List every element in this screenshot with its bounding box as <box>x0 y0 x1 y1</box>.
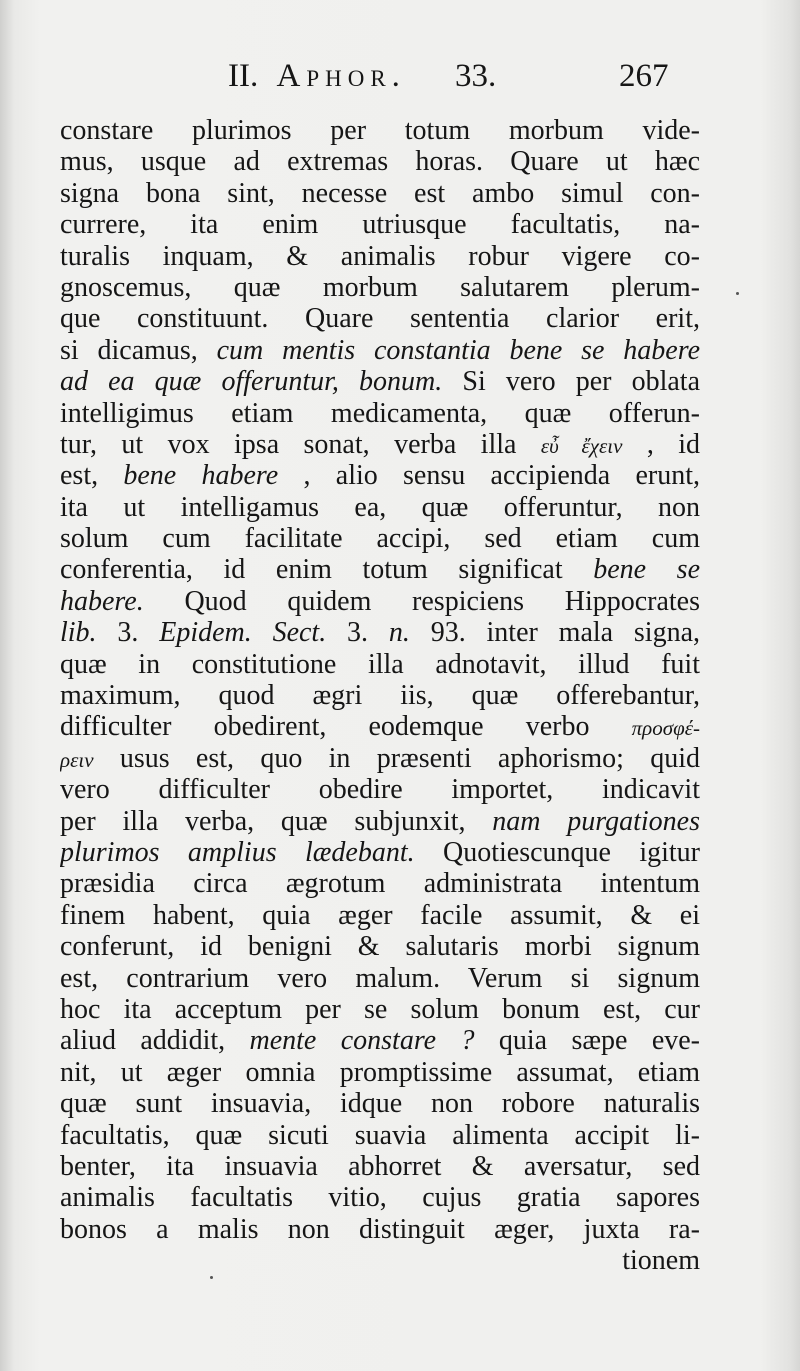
text-segment: usus est, quo in præsenti aphorismo; quid <box>119 742 700 774</box>
text-segment: , id <box>646 428 700 460</box>
text-segment: aliud addidit, <box>60 1025 250 1057</box>
text-segment: tur, ut vox ipsa sonat, verba illa <box>60 428 541 460</box>
text-line-14 <box>60 523 700 554</box>
text-line-24 <box>60 837 700 868</box>
text-line-18 <box>60 649 700 680</box>
text-line-11 <box>60 429 700 460</box>
text-line-6 <box>60 272 700 303</box>
text-segment: præsidia circa ægrotum administrata intentum <box>60 868 700 900</box>
header-aphorism-label: Aphor. <box>276 58 406 94</box>
text-segment: quia sæpe eve- <box>498 1025 700 1057</box>
text-line-25 <box>60 868 700 899</box>
citation-italic: Epidem. Sect. <box>159 617 327 649</box>
text-line-4 <box>60 209 700 240</box>
catchword-line <box>60 1245 700 1276</box>
citation-number: 3. <box>96 617 160 649</box>
text-line-7 <box>60 303 700 334</box>
text-segment: currere, ita enim utriusque facultatis, na- <box>60 209 700 241</box>
citation-italic: n. <box>388 617 410 649</box>
text-line-30 <box>60 1025 700 1056</box>
text-segment: quæ in constitutione illa adnotavit, illud fuit <box>60 648 700 680</box>
text-segment: Quotiescunque igitur <box>443 836 700 868</box>
text-segment: Quod quidem respiciens Hippocrates <box>184 585 700 617</box>
text-line-8 <box>60 335 700 366</box>
text-line-12 <box>60 460 700 491</box>
italic-quote: bene habere <box>123 460 279 492</box>
text-line-34 <box>60 1151 700 1182</box>
header-part-number: II. <box>228 58 259 94</box>
text-line-27 <box>60 931 700 962</box>
text-segment: conferentia, id enim totum significat <box>60 554 594 586</box>
text-segment: ita ut intelligamus ea, quæ offeruntur, non <box>60 491 700 523</box>
header-aphorism-number: 33. <box>455 58 497 94</box>
page-number: 267 <box>619 58 669 94</box>
italic-quote: bene se <box>593 554 700 586</box>
text-segment: turalis inquam, & animalis robur vigere co- <box>60 240 700 272</box>
citation-italic: lib. <box>60 617 97 649</box>
text-segment: hoc ita acceptum per se solum bonum est, cur <box>60 993 700 1025</box>
ink-speck <box>210 1276 213 1279</box>
ink-speck <box>736 292 739 295</box>
text-segment: facultatis, quæ sicuti suavia alimenta accipit li- <box>60 1119 700 1151</box>
text-segment: solum cum facilitate accipi, sed etiam cum <box>60 523 700 555</box>
greek-term: εὖ ἔχειν <box>540 433 623 458</box>
text-line-3 <box>60 178 700 209</box>
text-line-2 <box>60 146 700 177</box>
text-segment: 93. inter mala signa, <box>409 617 700 649</box>
text-segment: , alio sensu accipienda erunt, <box>303 460 700 492</box>
greek-term: ρειν <box>60 747 94 772</box>
citation-number: 3. <box>326 617 389 649</box>
text-line-33 <box>60 1120 700 1151</box>
text-segment: nit, ut æger omnia promptissime assumat, etiam <box>60 1056 700 1088</box>
text-segment: gnoscemus, quæ morbum salutarem plerum- <box>60 271 700 303</box>
italic-quote: cum mentis constantia bene se habere <box>216 334 700 366</box>
text-line-13 <box>60 492 700 523</box>
text-segment: difficulter obedirent, eodemque verbo <box>60 711 632 743</box>
text-line-23 <box>60 806 700 837</box>
text-line-20 <box>60 711 700 742</box>
text-line-15 <box>60 554 700 585</box>
catchword: tionem <box>622 1245 700 1277</box>
text-line-19 <box>60 680 700 711</box>
italic-quote: ad ea quæ offeruntur, bonum. <box>60 366 443 398</box>
header-title <box>228 58 406 95</box>
text-line-31 <box>60 1057 700 1088</box>
text-line-10 <box>60 398 700 429</box>
text-line-22 <box>60 774 700 805</box>
text-segment: quæ sunt insuavia, idque non robore naturalis <box>60 1088 700 1120</box>
italic-quote: habere. <box>60 585 144 617</box>
text-line-36 <box>60 1214 700 1245</box>
text-line-5 <box>60 241 700 272</box>
text-segment: per illa verba, quæ subjunxit, <box>60 805 493 837</box>
text-line-9 <box>60 366 700 397</box>
text-line-28 <box>60 963 700 994</box>
text-segment: animalis facultatis vitio, cujus gratia sapores <box>60 1182 700 1214</box>
text-line-32 <box>60 1088 700 1119</box>
text-line-1 <box>60 115 700 146</box>
running-header <box>0 58 800 102</box>
text-line-17 <box>60 617 700 648</box>
text-segment: finem habent, quia æger facile assumit, & ei <box>60 899 700 931</box>
text-segment: est, contrarium vero malum. Verum si signum <box>60 962 700 994</box>
text-segment: maximum, quod ægri iis, quæ offerebantur, <box>60 680 700 712</box>
text-line-16 <box>60 586 700 617</box>
text-line-29 <box>60 994 700 1025</box>
text-segment: Si vero per oblata <box>462 366 700 398</box>
text-segment: benter, ita insuavia abhorret & aversatur, sed <box>60 1150 700 1182</box>
body-text <box>60 115 700 1276</box>
text-segment: que constituunt. Quare sententia clarior erit, <box>60 303 700 335</box>
text-segment: mus, usque ad extremas horas. Quare ut hæc <box>60 146 700 178</box>
text-segment: signa bona sint, necesse est ambo simul con- <box>60 177 700 209</box>
text-segment: est, <box>60 460 124 492</box>
text-segment: intelligimus etiam medicamenta, quæ offerun- <box>60 397 700 429</box>
italic-quote: plurimos amplius lædebant. <box>60 836 415 868</box>
greek-term: προσφέ- <box>631 716 700 741</box>
text-line-26 <box>60 900 700 931</box>
text-line-35 <box>60 1182 700 1213</box>
text-segment: constare plurimos per totum morbum vide- <box>60 115 700 146</box>
text-line-21 <box>60 743 700 774</box>
text-segment: conferunt, id benigni & salutaris morbi signum <box>60 931 700 963</box>
italic-quote: mente constare ? <box>249 1025 475 1057</box>
text-segment: si dicamus, <box>60 334 217 366</box>
text-segment: bonos a malis non distinguit æger, juxta ra- <box>60 1213 700 1245</box>
italic-quote: nam purgationes <box>492 805 700 837</box>
text-segment: vero difficulter obedire importet, indicavit <box>60 774 700 806</box>
